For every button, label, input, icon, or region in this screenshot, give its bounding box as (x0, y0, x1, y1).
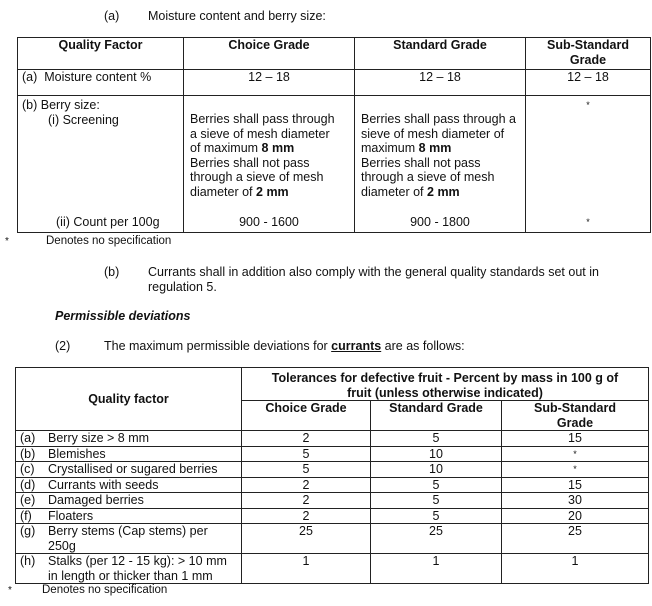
row-quality-factor-line: Crystallised or sugared berries (48, 462, 218, 476)
tolerances-header (242, 368, 649, 401)
row-standard-value: 5 (371, 431, 502, 447)
row-label: (a) (20, 431, 36, 445)
table-row (16, 524, 649, 554)
quality-factor-header-2: Quality factor (16, 368, 242, 431)
row-quality-factor (48, 447, 106, 462)
table-row (16, 554, 649, 584)
row-standard-value: 5 (371, 477, 502, 493)
choice-screen-line-6: through a sieve of mesh (190, 170, 324, 184)
moisture-standard: 12 – 18 (355, 70, 526, 96)
row-standard-value: 10 (371, 462, 502, 478)
standard-screen-line-5: Berries shall not pass (361, 155, 481, 170)
row-choice-value: 2 (242, 431, 371, 447)
berry-name: Berry size: (40, 98, 100, 112)
row-label: (c) (20, 462, 35, 476)
deviations-table (15, 367, 649, 584)
row-sub-standard-value: * (502, 462, 649, 478)
section-b-label: (b) (104, 265, 120, 279)
count-choice: 900 - 1600 (239, 215, 299, 229)
tolerances-header-line-2: fruit (unless otherwise indicated) (347, 385, 543, 400)
berry-size-row (18, 96, 651, 233)
row-standard-value: 25 (371, 524, 502, 554)
section-b-line-1: Currants shall in addition also comply with the general quality standards set out in (148, 265, 599, 279)
row-quality-factor (48, 554, 227, 583)
table-row (16, 446, 649, 462)
note1-star: * (5, 236, 9, 247)
row-label: (d) (20, 477, 36, 492)
table-row (16, 508, 649, 524)
table-row (16, 462, 649, 478)
standard-screen-line-6: through a sieve of mesh (361, 170, 495, 184)
standard-screen-line-7: diameter of (361, 184, 428, 199)
row-quality-factor (48, 431, 149, 446)
row-choice-value: 2 (242, 508, 371, 524)
row-sub-standard-value: * (502, 446, 649, 462)
sub-standard-grade-header: Sub-Standard Grade (526, 38, 651, 70)
standard-grade-header-2: Standard Grade (371, 401, 502, 431)
moisture-name: Moisture content % (44, 70, 152, 84)
row-sub-standard-value: 30 (502, 493, 649, 509)
moisture-sub-standard: 12 – 18 (526, 70, 651, 96)
choice-grade-header: Choice Grade (184, 38, 355, 70)
row-standard-value: 5 (371, 508, 502, 524)
row-quality-factor-line: Damaged berries (48, 493, 144, 507)
moisture-berry-table (17, 37, 651, 233)
screening-sub-standard: * (586, 100, 590, 110)
choice-screen-line-7: diameter of (190, 184, 257, 199)
deviations-table-body (16, 431, 649, 584)
quality-factor-header: Quality Factor (18, 38, 184, 70)
row-quality-factor-line: 250g (48, 538, 76, 553)
permissible-deviations-heading: Permissible deviations (55, 309, 191, 323)
section-2-text (104, 339, 465, 353)
standard-min-size: 2 mm (427, 184, 460, 199)
row-quality-factor-line: in length or thicker than 1 mm (48, 568, 213, 583)
row-label: (g) (20, 524, 36, 538)
row-choice-value: 5 (242, 462, 371, 478)
row-standard-value: 1 (371, 554, 502, 584)
count-sub-standard: * (586, 217, 590, 227)
count-label: (ii) Count per 100g (56, 215, 160, 229)
section-b-line-2: regulation 5. (148, 280, 217, 294)
section-2-text-after: are as follows: (381, 339, 465, 353)
row-label: (e) (20, 493, 36, 507)
row-quality-factor-line: Stalks (per 12 - 15 kg): > 10 mm (48, 554, 227, 568)
berry-label: (b) (22, 98, 38, 112)
standard-screen-line-3: maximum (361, 141, 419, 155)
tolerances-header-line-1: Tolerances for defective fruit - Percent by mass in 100 g of (271, 371, 619, 385)
currants-term: currants (331, 339, 382, 353)
choice-screen-line-3: of maximum (190, 141, 262, 155)
row-quality-factor (48, 462, 218, 477)
row-label: (b) (20, 446, 36, 461)
table-row (16, 431, 649, 447)
row-sub-standard-value: 20 (502, 508, 649, 524)
note2-star: * (8, 585, 12, 596)
row-label: (h) (20, 554, 36, 568)
choice-min-size: 2 mm (256, 184, 289, 199)
row-quality-factor (48, 509, 93, 524)
row-standard-value: 5 (371, 493, 502, 509)
row-quality-factor-line: Berry size > 8 mm (48, 431, 150, 445)
sub-standard-grade-header-2: Sub-Standard Grade (502, 401, 649, 431)
table1-header-row (18, 38, 651, 70)
row-quality-factor (48, 478, 158, 493)
row-quality-factor (48, 524, 208, 553)
row-quality-factor-line: Currants with seeds (48, 477, 159, 492)
choice-screen-line-5: Berries shall not pass (190, 155, 310, 170)
table2-header-row-1 (16, 368, 649, 401)
table-row (16, 493, 649, 509)
choice-max-size: 8 mm (261, 141, 295, 155)
table-row (16, 477, 649, 493)
section-2-text-before: The maximum permissible deviations for (104, 339, 332, 353)
standard-grade-header: Standard Grade (355, 38, 526, 70)
section-a-title: Moisture content and berry size: (148, 9, 326, 23)
row-sub-standard-value: 1 (502, 554, 649, 584)
row-choice-value: 2 (242, 493, 371, 509)
row-choice-value: 25 (242, 524, 371, 554)
row-choice-value: 2 (242, 477, 371, 493)
row-quality-factor-line: Blemishes (48, 446, 106, 461)
choice-grade-header-2: Choice Grade (242, 401, 371, 431)
count-standard: 900 - 1800 (410, 215, 470, 229)
row-sub-standard-value: 25 (502, 524, 649, 554)
standard-screen-line-1: Berries shall pass through a (361, 112, 516, 126)
moisture-row (18, 70, 651, 96)
row-quality-factor (48, 493, 144, 508)
choice-screen-line-2: a sieve of mesh diameter (190, 126, 330, 141)
choice-screen-line-1: Berries shall pass through (190, 112, 335, 126)
row-quality-factor-line: Floaters (48, 508, 94, 523)
moisture-label: (a) (22, 70, 38, 84)
row-choice-value: 5 (242, 446, 371, 462)
row-sub-standard-value: 15 (502, 431, 649, 447)
note2-text: Denotes no specification (42, 584, 168, 596)
row-label: (f) (20, 508, 32, 523)
screening-label: (i) Screening (48, 112, 119, 127)
row-quality-factor-line: Berry stems (Cap stems) per (48, 524, 208, 538)
section-2-label: (2) (55, 339, 71, 353)
section-a-label: (a) (104, 9, 120, 23)
standard-screen-line-2: sieve of mesh diameter of (361, 126, 505, 141)
moisture-choice: 12 – 18 (184, 70, 355, 96)
standard-max-size: 8 mm (418, 141, 452, 155)
row-standard-value: 10 (371, 446, 502, 462)
row-choice-value: 1 (242, 554, 371, 584)
note1-text: Denotes no specification (46, 235, 172, 247)
row-sub-standard-value: 15 (502, 477, 649, 493)
